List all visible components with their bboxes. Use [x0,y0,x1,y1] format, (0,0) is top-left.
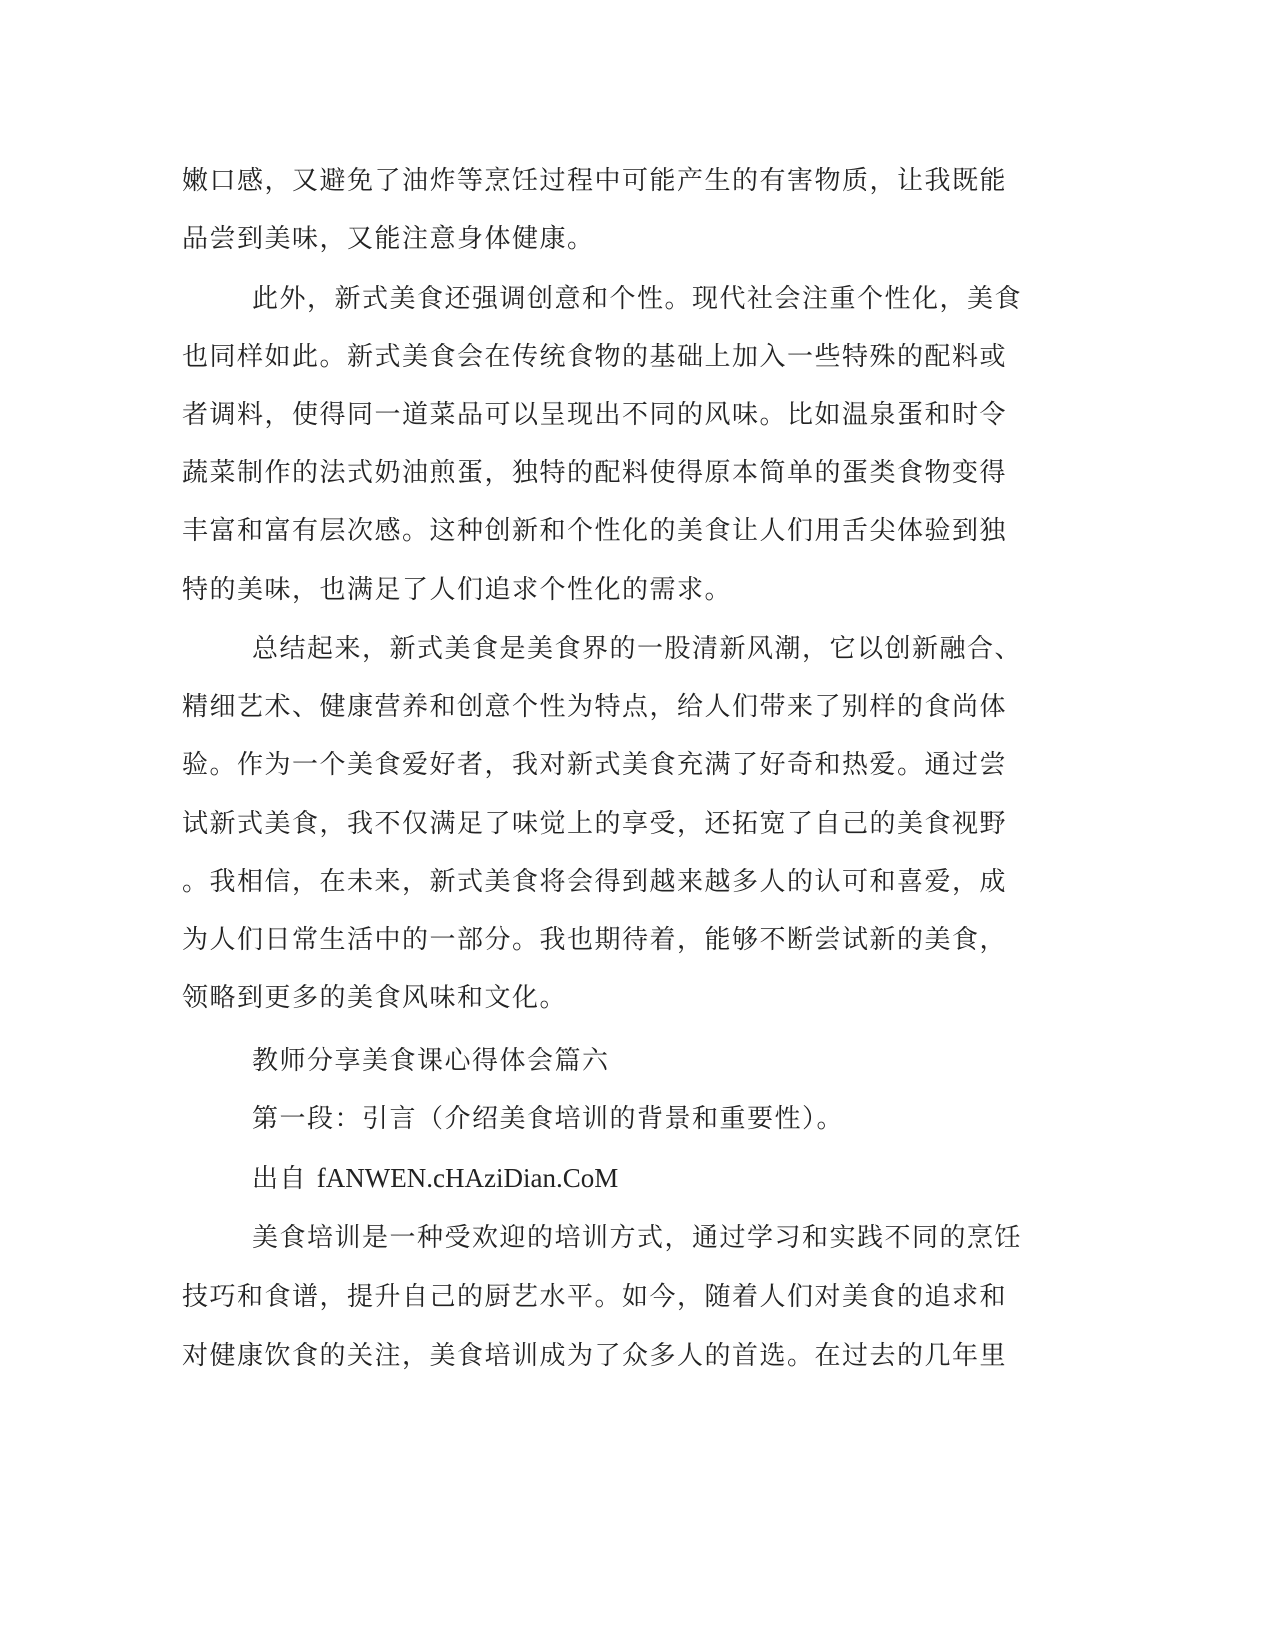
paragraph-line: 蔬菜制作的法式奶油煎蛋，独特的配料使得原本简单的蛋类食物变得 [182,458,1008,488]
paragraph-line: 此外，新式美食还强调创意和个性。现代社会注重个性化，美食 [252,284,1023,314]
paragraph-line: 试新式美食，我不仅满足了味觉上的享受，还拓宽了自己的美食视野 [182,809,1008,839]
source-site: fANWEN.cHAziDian.CoM [316,1163,619,1193]
source-prefix: 出自 [252,1164,308,1194]
paragraph-line: 嫩口感，又避免了油炸等烹饪过程中可能产生的有害物质，让我既能 [182,166,1008,196]
paragraph-line: 也同样如此。新式美食会在传统食物的基础上加入一些特殊的配料或 [182,342,1008,372]
section-subheading: 第一段：引言（介绍美食培训的背景和重要性）。 [252,1104,845,1134]
paragraph-line: 为人们日常生活中的一部分。我也期待着，能够不断尝试新的美食， [182,925,1008,955]
paragraph-line: 美食培训是一种受欢迎的培训方式，通过学习和实践不同的烹饪 [252,1223,1023,1253]
paragraph-line: 。我相信，在未来，新式美食将会得到越来越多人的认可和喜爱，成 [182,867,1008,897]
paragraph-line: 丰富和富有层次感。这种创新和个性化的美食让人们用舌尖体验到独 [182,516,1008,546]
source-line [252,1161,618,1196]
paragraph-line: 总结起来，新式美食是美食界的一股清新风潮，它以创新融合、 [252,634,1023,664]
paragraph-line: 品尝到美味，又能注意身体健康。 [182,224,595,254]
paragraph-line: 技巧和食谱，提升自己的厨艺水平。如今，随着人们对美食的追求和 [182,1282,1008,1312]
paragraph-line: 特的美味，也满足了人们追求个性化的需求。 [182,575,733,605]
paragraph-line: 者调料，使得同一道菜品可以呈现出不同的风味。比如温泉蛋和时令 [182,400,1008,430]
paragraph-line: 验。作为一个美食爱好者，我对新式美食充满了好奇和热爱。通过尝 [182,750,1008,780]
paragraph-line: 精细艺术、健康营养和创意个性为特点，给人们带来了别样的食尚体 [182,692,1008,722]
paragraph-line: 领略到更多的美食风味和文化。 [182,983,568,1013]
section-heading: 教师分享美食课心得体会篇六 [252,1046,610,1076]
paragraph-line: 对健康饮食的关注，美食培训成为了众多人的首选。在过去的几年里 [182,1341,1008,1371]
